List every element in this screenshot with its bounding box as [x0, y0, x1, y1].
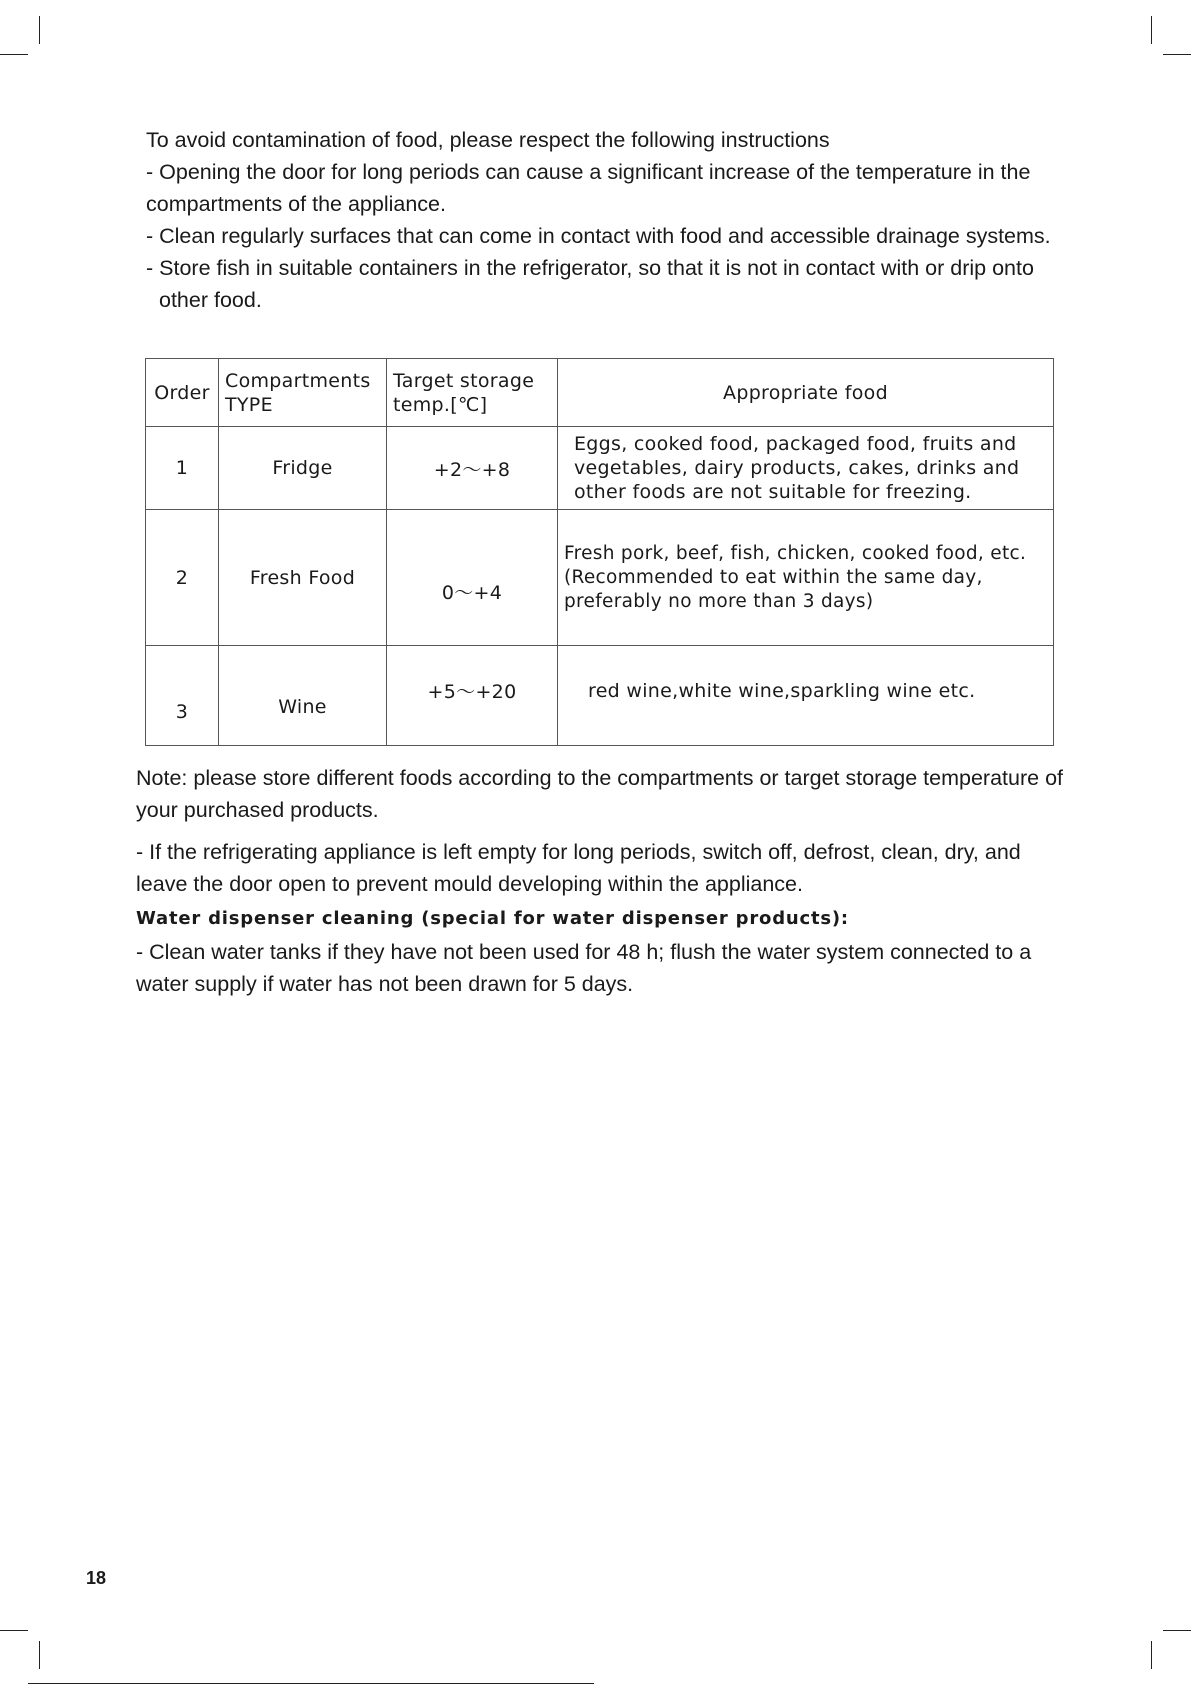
instruction-door: - Opening the door for long periods can cause a significant increase of the temperature in the compartments of the appliance.: [146, 160, 1031, 216]
table-row: [146, 646, 1054, 746]
row-order: 2: [146, 510, 219, 646]
row-order: 3: [146, 646, 219, 746]
table-row: [146, 510, 1054, 646]
header-temp: [387, 359, 558, 427]
notes-section: [136, 762, 1076, 1000]
header-food: Appropriate food: [558, 359, 1054, 427]
row-type: Fresh Food: [219, 510, 387, 646]
bottom-rule: [28, 1683, 594, 1684]
header-temp-line2: temp.[℃]: [393, 393, 488, 416]
crop-mark: [1151, 1641, 1152, 1669]
crop-mark: [1163, 54, 1191, 55]
water-tank-note: - Clean water tanks if they have not been used for 48 h; flush the water system connected to a water supply if water has not been drawn for 5 days.: [136, 940, 1032, 996]
page-number: 18: [86, 1568, 107, 1588]
crop-mark: [0, 54, 28, 55]
instruction-fish: - Store fish in suitable containers in the refrigerator, so that it is not in contact with or drip onto other food.: [146, 256, 1034, 312]
crop-mark: [1151, 16, 1152, 44]
header-order: Order: [146, 359, 219, 427]
instruction-clean: - Clean regularly surfaces that can come in contact with food and accessible drainage systems.: [146, 224, 1051, 248]
header-type-line2: TYPE: [225, 393, 273, 416]
crop-mark: [0, 1630, 28, 1631]
storage-note: Note: please store different foods according to the compartments or target storage temperature of your purchased products.: [136, 766, 1063, 822]
water-dispenser-heading: Water dispenser cleaning (special for water dispenser products):: [136, 908, 849, 929]
row-order: 1: [146, 427, 219, 510]
row-type: Fridge: [219, 427, 387, 510]
empty-appliance-note: - If the refrigerating appliance is left empty for long periods, switch off, defrost, clean, dry, and leave the door open to prevent mould developing within the appliance.: [136, 840, 1021, 896]
row-temp: +5～+20: [387, 646, 558, 746]
crop-mark: [39, 16, 40, 44]
intro-line: To avoid contamination of food, please respect the following instructions: [146, 128, 830, 152]
table-header-row: [146, 359, 1054, 427]
intro-section: [146, 124, 1076, 316]
header-type-line1: Compartments: [225, 369, 371, 392]
table-row: [146, 427, 1054, 510]
header-type: [219, 359, 387, 427]
row-food: red wine,white wine,sparkling wine etc.: [558, 646, 1054, 746]
storage-table: [145, 358, 1054, 746]
row-temp: +2～+8: [387, 427, 558, 510]
row-temp: 0～+4: [387, 510, 558, 646]
row-food: Eggs, cooked food, packaged food, fruits and vegetables, dairy products, cakes, drinks and other foods are not suitable for freezing.: [558, 427, 1054, 510]
crop-mark: [1163, 1630, 1191, 1631]
header-temp-line1: Target storage: [393, 369, 535, 392]
crop-mark: [39, 1641, 40, 1669]
row-food: Fresh pork, beef, fish, chicken, cooked food, etc. (Recommended to eat within the same day, preferably no more than 3 days): [558, 510, 1054, 646]
row-type: Wine: [219, 646, 387, 746]
